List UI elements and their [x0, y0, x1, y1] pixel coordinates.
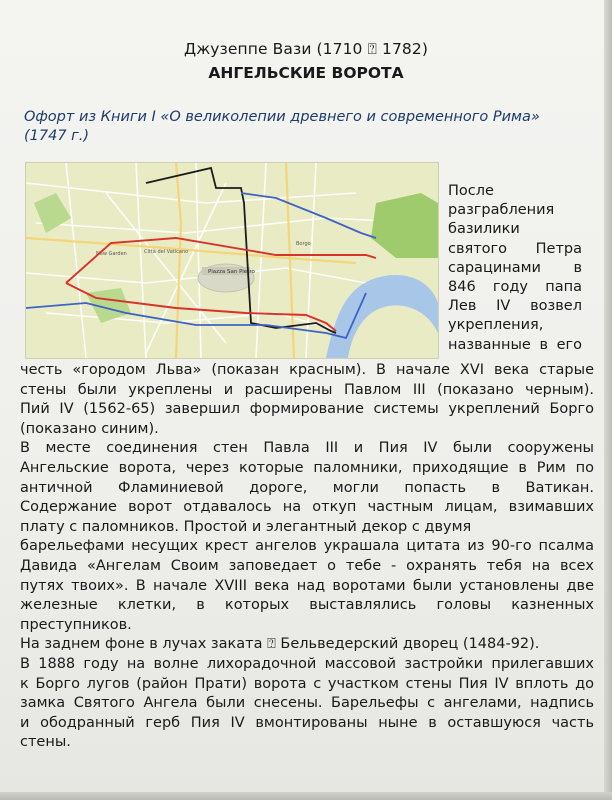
body-line: В 1888 году на волне лихорадочной массовой застройки прилегавших — [20, 655, 594, 672]
body-line: к Борго лугов (район Прати) ворота с участком стены Пия IV вплоть до — [20, 675, 594, 692]
body-paragraphs — [20, 361, 594, 753]
side-paragraph — [448, 182, 582, 355]
map-label-borgo: Borgo — [296, 241, 311, 247]
body-line: античной Фламиниевой дороге, могли попасть в Ватикан. — [20, 479, 594, 496]
body-line: На заднем фоне в лучах заката ⍰ Бельведерский дворец (1484-92). — [20, 636, 540, 653]
author-line: Джузеппе Вази (1710 ⍰ 1782) — [184, 40, 428, 58]
subtitle — [24, 108, 594, 146]
body-line: путях твоих». В начале XVIII века над воротами были установлены две — [20, 577, 594, 594]
side-line: После — [448, 183, 494, 199]
body-line: и ободранный герб Пия IV вмонтированы ныне в оставшуюся часть — [20, 714, 594, 731]
body-line: стены. — [20, 734, 71, 751]
body-line: замка Святого Ангела были снесены. Барельефы с ангелами, надпись — [20, 695, 594, 712]
map-label-garden: New Garden — [96, 251, 127, 257]
body-line: плату с паломников. Простой и элегантный декор с двумя — [20, 518, 472, 535]
body-line: Ангельские ворота, через которые паломники, приходящие в Рим по — [20, 459, 594, 476]
side-line: 846 году папа — [448, 279, 582, 296]
body-line: Пий IV (1562-65) завершил формирование системы укреплений Борго — [20, 401, 594, 418]
side-line: названные в его — [448, 336, 582, 353]
body-line: Давида «Ангелам Своим заповедает о тебе - охранять тебя на всех — [20, 557, 594, 574]
page-title: АНГЕЛЬСКИЕ ВОРОТА — [208, 64, 404, 82]
body-line: преступников. — [20, 616, 132, 633]
body-line: стены были укреплены и расширены Павлом III (показано черным). — [20, 381, 594, 398]
subtitle-line-1: Офорт из Книги I «О великолепии древнего и современного Рима» — [24, 109, 540, 125]
side-line: святого Петра — [448, 240, 582, 257]
body-line: барельефами несущих крест ангелов украшала цитата из 90-го псалма — [20, 538, 594, 555]
placard-edge-right — [604, 0, 612, 800]
placard-edge-bottom — [0, 792, 612, 800]
side-line: разграбления — [448, 202, 555, 219]
map-label-citta: Città del Vaticano — [144, 249, 189, 255]
subtitle-line-2: (1747 г.) — [24, 128, 90, 144]
map-graphic — [26, 163, 438, 358]
side-line: укрепления, — [448, 317, 544, 334]
body-line: железные клетки, в которых выставлялись головы казненных — [20, 597, 594, 614]
body-line: честь «городом Льва» (показан красным). В начале XVI века старые — [20, 362, 594, 378]
map-label-piazza: Piazza San Pietro — [208, 269, 255, 275]
borgo-walls-map — [26, 163, 438, 358]
side-line: Лев IV возвел — [448, 298, 582, 315]
body-line: Содержание ворот отдавалось на откуп частным лицам, взимавших — [20, 499, 594, 516]
body-line: (показано синим). — [20, 420, 159, 437]
side-line: базилики — [448, 221, 520, 238]
map-land — [26, 163, 438, 358]
body-line: В месте соединения стен Павла III и Пия IV были сооружены — [20, 440, 594, 457]
side-line: сарацинами в — [448, 259, 582, 276]
